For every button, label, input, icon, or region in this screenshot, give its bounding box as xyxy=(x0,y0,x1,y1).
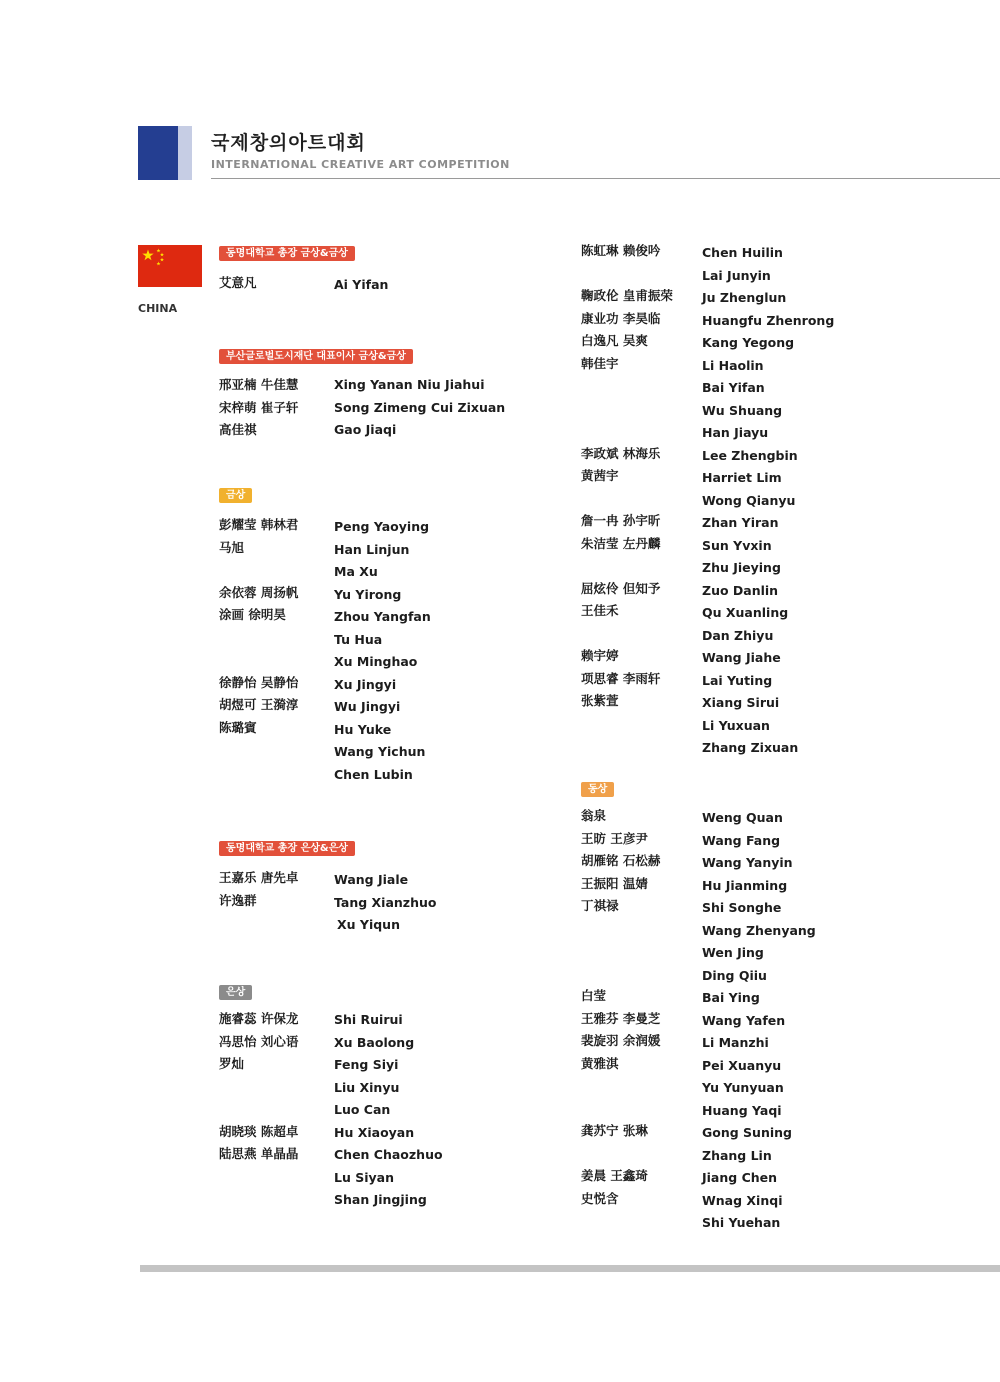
name-zh: 马旭 xyxy=(219,539,245,555)
china-flag-icon xyxy=(138,245,202,287)
name-en: Luo Can xyxy=(334,1102,391,1117)
name-zh: 白逸凡 吴爽 xyxy=(581,333,648,348)
name-en: Gao Jiaqi xyxy=(334,422,397,437)
award-badge-bronze: 동상 xyxy=(581,782,614,797)
name-zh: 韩佳宇 xyxy=(581,355,619,371)
name-en: Huangfu Zhenrong xyxy=(702,312,835,328)
name-zh: 邢亚楠 牛佳慧 xyxy=(219,377,299,392)
name-zh: 项思睿 李雨轩 xyxy=(581,670,661,686)
name-zh: 康业功 李昊临 xyxy=(581,310,661,326)
name-zh: 翁泉 xyxy=(581,808,607,823)
name-en: Shi Ruirui xyxy=(334,1012,403,1027)
award-badge-president-silver: 동명대학교 총장 은상&은상 xyxy=(219,841,355,856)
name-en: Wu Jingyi xyxy=(334,699,401,714)
name-zh: 艾意凡 xyxy=(219,275,257,290)
name-zh: 陈璐賓 xyxy=(219,719,257,735)
name-en: Zuo Danlin xyxy=(702,582,779,598)
header-divider xyxy=(211,178,1000,179)
name-en: Pei Xuanyu xyxy=(702,1057,782,1073)
header-accent-block xyxy=(138,126,178,180)
name-en: Liu Xinyu xyxy=(334,1079,400,1095)
footer-divider xyxy=(140,1265,1000,1272)
name-list-zh xyxy=(219,272,257,295)
name-en: Xing Yanan Niu Jiahui xyxy=(334,377,485,392)
name-zh: 高佳祺 xyxy=(219,422,257,437)
name-en: Wang Yanyin xyxy=(702,855,793,870)
name-zh: 余依蓉 周扬帆 xyxy=(219,584,299,600)
name-zh: 龚苏宁 张琳 xyxy=(581,1123,648,1138)
name-en: Li Yuxuan xyxy=(702,717,770,733)
name-zh: 陆思燕 单晶晶 xyxy=(219,1146,299,1161)
country-label: CHINA xyxy=(138,302,178,315)
name-zh: 许逸群 xyxy=(219,892,257,908)
name-en: Huang Yaqi xyxy=(702,1102,782,1118)
name-list-en xyxy=(334,274,388,297)
name-zh: 赖宇婷 xyxy=(581,648,619,663)
name-en: Jiang Chen xyxy=(702,1170,778,1185)
name-zh: 丁祺禄 xyxy=(581,898,619,913)
name-zh xyxy=(581,963,660,986)
name-en: Wang Yichun xyxy=(334,744,426,759)
name-en: Ai Yifan xyxy=(334,277,389,292)
name-zh: 黄雅淇 xyxy=(581,1055,619,1071)
award-badge-foundation-gold: 부산글로벌도시재단 대표이사 금상&금상 xyxy=(219,349,413,364)
name-zh: 史悦含 xyxy=(581,1190,619,1206)
name-en: Xu Jingyi xyxy=(334,676,397,692)
name-en: Hu Xiaoyan xyxy=(334,1124,415,1140)
name-en: Gong Suning xyxy=(702,1125,792,1140)
name-en: Ma Xu xyxy=(334,564,378,579)
name-zh xyxy=(219,1098,298,1121)
name-zh xyxy=(581,488,673,511)
name-zh: 王昉 王彦尹 xyxy=(581,830,648,846)
name-list-en xyxy=(334,1009,443,1212)
name-en: Lai Junyin xyxy=(702,267,771,283)
name-zh: 胡晓琰 陈超卓 xyxy=(219,1123,299,1139)
name-zh xyxy=(581,1098,660,1121)
name-zh xyxy=(219,649,298,672)
name-zh: 涂画 徐明昊 xyxy=(219,607,286,622)
name-en: Shan Jingjing xyxy=(334,1192,427,1207)
name-en: Weng Quan xyxy=(702,810,783,825)
name-zh xyxy=(581,1075,660,1098)
name-en: Wnag Xinqi xyxy=(702,1192,783,1208)
name-en: Zhou Yangfan xyxy=(334,609,431,624)
name-en: Kang Yegong xyxy=(702,335,795,350)
name-en: Chen Huilin xyxy=(702,245,783,260)
name-en: Xu Minghao xyxy=(334,654,418,669)
name-zh: 王佳禾 xyxy=(581,603,619,618)
name-en: Qu Xuanling xyxy=(702,605,789,620)
award-badge-gold: 금상 xyxy=(219,488,252,503)
name-zh: 白莹 xyxy=(581,988,607,1003)
name-en: Han Linjun xyxy=(334,541,410,557)
name-en: Hu Yuke xyxy=(334,721,392,737)
name-list-zh xyxy=(219,514,298,739)
name-zh xyxy=(581,623,673,646)
name-en: Xu Yiqun xyxy=(337,917,400,932)
name-en: Bai Yifan xyxy=(702,380,765,395)
name-en: Ju Zhenglun xyxy=(702,290,787,305)
name-zh xyxy=(581,940,660,963)
name-en: Lu Siyan xyxy=(334,1169,394,1185)
name-en: Wang Jiahe xyxy=(702,650,781,665)
name-en: Wang Fang xyxy=(702,832,781,848)
page-title: 국제창의아트대회 xyxy=(211,132,366,154)
name-en: Lee Zhengbin xyxy=(702,447,798,463)
name-en: Dan Zhiyu xyxy=(702,627,774,643)
name-zh xyxy=(581,398,673,421)
name-zh: 黄茜宇 xyxy=(581,468,619,483)
award-badge-president-gold: 동명대학교 총장 금상&금상 xyxy=(219,246,355,261)
name-zh: 王雅芬 李曼芝 xyxy=(581,1010,661,1026)
name-list-en xyxy=(334,374,505,442)
name-zh xyxy=(581,263,673,286)
award-badge-silver: 은상 xyxy=(219,985,252,1000)
name-en: Xiang Sirui xyxy=(702,695,780,710)
name-zh: 姜晨 王鑫琦 xyxy=(581,1168,648,1183)
name-zh: 鞠政伦 皇甫振荣 xyxy=(581,288,673,303)
page-subtitle: INTERNATIONAL CREATIVE ART COMPETITION xyxy=(211,158,510,171)
name-zh xyxy=(219,559,298,582)
name-en: Wong Qianyu xyxy=(702,492,796,508)
name-zh: 王振阳 温婧 xyxy=(581,875,648,891)
name-en: Bai Ying xyxy=(702,990,760,1005)
name-en: Wang Jiale xyxy=(334,872,409,887)
name-zh: 王嘉乐 唐先卓 xyxy=(219,870,299,885)
name-en: Chen Chaozhuo xyxy=(334,1147,443,1162)
name-en: Zhang Zixuan xyxy=(702,740,799,755)
name-zh xyxy=(581,918,660,941)
name-en: Song Zimeng Cui Zixuan xyxy=(334,399,506,415)
name-zh xyxy=(219,627,298,650)
name-list-zh xyxy=(219,374,298,442)
name-zh xyxy=(219,1076,298,1099)
header-accent-block-light xyxy=(178,126,192,180)
name-zh: 詹一冉 孙宇昕 xyxy=(581,513,661,528)
name-en: Chen Lubin xyxy=(334,766,413,782)
name-list-en xyxy=(334,869,436,937)
name-en: Li Haolin xyxy=(702,357,764,373)
name-zh: 屈炫伶 但知予 xyxy=(581,580,661,596)
name-en: Han Jiayu xyxy=(702,425,769,440)
name-en: Shi Yuehan xyxy=(702,1215,781,1230)
name-en: Ding Qiiu xyxy=(702,967,767,983)
name-en: Tang Xianzhuo xyxy=(334,894,437,910)
name-en: Yu Yirong xyxy=(334,586,402,602)
name-en: Zhang Lin xyxy=(702,1147,772,1163)
name-en: Li Manzhi xyxy=(702,1035,769,1050)
name-en: Wang Yafen xyxy=(702,1012,786,1028)
name-en: Peng Yaoying xyxy=(334,519,430,534)
name-en: Shi Songhe xyxy=(702,900,782,915)
name-list-zh xyxy=(219,867,298,912)
name-zh: 张紫萱 xyxy=(581,693,619,708)
name-list-en xyxy=(334,516,431,786)
name-zh: 胡雁铭 石松赫 xyxy=(581,853,661,868)
name-zh: 胡煜可 王漪淳 xyxy=(219,697,299,712)
name-list-zh xyxy=(581,805,660,1210)
name-en: Sun Yvxin xyxy=(702,537,772,553)
name-en: Wen Jing xyxy=(702,945,764,960)
name-zh: 宋梓萌 崔子轩 xyxy=(219,399,299,415)
name-list-en xyxy=(702,242,834,760)
name-list-zh xyxy=(581,240,673,713)
name-en: Xu Baolong xyxy=(334,1034,415,1050)
name-en: Wang Zhenyang xyxy=(702,922,816,938)
name-zh: 李政斌 林海乐 xyxy=(581,445,661,461)
name-zh xyxy=(581,420,673,443)
name-en: Zhu Jieying xyxy=(702,560,781,575)
name-zh: 陈虹琳 赖俊吟 xyxy=(581,243,661,258)
name-list-en xyxy=(702,807,816,1235)
name-en: Tu Hua xyxy=(334,631,383,647)
name-en: Harriet Lim xyxy=(702,470,782,485)
name-zh: 裴旋羽 余润媛 xyxy=(581,1033,661,1048)
name-en: Feng Siyi xyxy=(334,1057,399,1072)
name-zh: 朱洁莹 左丹麟 xyxy=(581,535,661,551)
name-zh: 冯思怡 刘心语 xyxy=(219,1033,299,1049)
name-zh: 徐静怡 吴静怡 xyxy=(219,674,299,690)
name-zh xyxy=(581,555,673,578)
name-en: Zhan Yiran xyxy=(702,515,779,530)
name-list-zh xyxy=(219,1008,298,1166)
name-en: Yu Yunyuan xyxy=(702,1080,784,1095)
name-zh xyxy=(581,1143,660,1166)
name-zh xyxy=(581,375,673,398)
name-zh: 彭耀莹 韩林君 xyxy=(219,517,299,532)
name-en: Lai Yuting xyxy=(702,672,773,688)
name-zh: 罗灿 xyxy=(219,1056,245,1071)
name-zh: 施睿蕊 许保龙 xyxy=(219,1011,299,1026)
name-en: Wu Shuang xyxy=(702,402,783,418)
name-en: Hu Jianming xyxy=(702,877,788,893)
